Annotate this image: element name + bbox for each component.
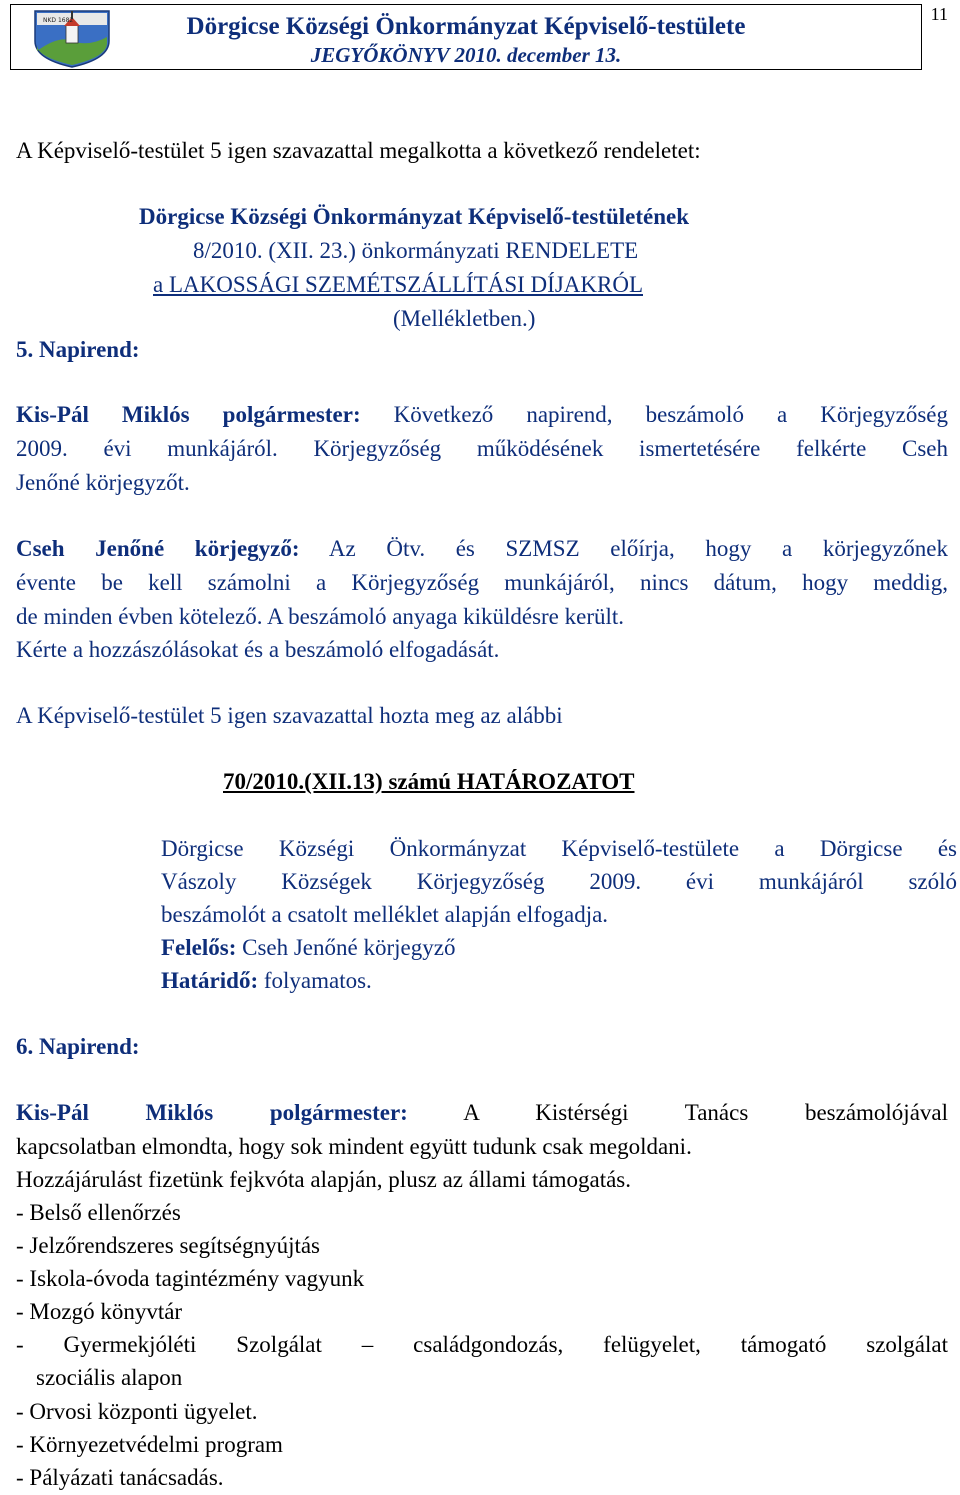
list-item: - Pályázati tanácsadás. (16, 1465, 224, 1490)
vote-text: A Képviselő-testület 5 igen szavazattal hozta meg az alábbi (16, 703, 563, 728)
agenda5-paragraph1-line2: 2009. évi munkájáról. Körjegyzőség működésének ismertetésére felkérte Cseh (16, 436, 948, 461)
resolution-line1: Dörgicse Községi Önkormányzat Képviselő-testülete a Dörgicse és (161, 836, 957, 861)
logo-text: NKD 1682 (43, 17, 74, 24)
header-subtitle: JEGYŐKÖNYV 2010. december 13. (310, 43, 622, 67)
header-title: Dörgicse Községi Önkormányzat Képviselő-testülete (186, 13, 746, 40)
page-number: 11 (930, 4, 948, 24)
list-item: - Belső ellenőrzés (16, 1200, 181, 1225)
agenda6-speaker: Kis-Pál Miklós polgármester: (16, 1100, 408, 1125)
agenda5-paragraph2-line3: de minden évben kötelező. A beszámoló anyaga kiküldésre került. (16, 604, 625, 629)
decree-line3: a LAKOSSÁGI SZEMÉTSZÁLLÍTÁSI DÍJAKRÓL (153, 272, 643, 297)
intro-text: A Képviselő-testület 5 igen szavazattal megalkotta a következő rendeletet: (16, 138, 701, 163)
speaker-notary: Cseh Jenőné körjegyző: (16, 536, 300, 561)
deadline-line (161, 964, 372, 998)
agenda5-heading: 5. Napirend: (16, 337, 140, 362)
list-item: - Iskola-óvoda tagintézmény vagyunk (16, 1266, 365, 1291)
agenda5-paragraph2-line2: évente be kell számolni a Körjegyzőség munkájáról, nincs dátum, hogy meddig, (16, 570, 948, 595)
agenda6-line1 (16, 1096, 948, 1130)
decree-line1: Dörgicse Községi Önkormányzat Képviselő-testületének (139, 204, 689, 229)
list-item: - Orvosi központi ügyelet. (16, 1399, 258, 1424)
agenda6-line3: Hozzájárulást fizetünk fejkvóta alapján, plusz az állami támogatás. (16, 1167, 631, 1192)
agenda6-heading: 6. Napirend: (16, 1034, 140, 1059)
list-item: - Jelzőrendszeres segítségnyújtás (16, 1233, 321, 1258)
list-item: - Környezetvédelmi program (16, 1432, 283, 1457)
list-item-continuation: szociális alapon (36, 1365, 183, 1390)
agenda5-paragraph1-line3: Jenőné körjegyzőt. (16, 470, 190, 495)
agenda5-paragraph1-line1 (16, 398, 948, 432)
p1-line1-text: Következő napirend, beszámoló a Körjegyzőség (393, 402, 948, 427)
deadline-label: Határidő: (161, 968, 259, 993)
list-item: - Gyermekjóléti Szolgálat – családgondozás, felügyelet, támogató szolgálat (16, 1332, 948, 1357)
speaker-mayor: Kis-Pál Miklós polgármester: (16, 402, 361, 427)
deadline-value: folyamatos. (263, 968, 372, 993)
decree-line4: (Mellékletben.) (393, 306, 536, 331)
agenda6-line2: kapcsolatban elmondta, hogy sok mindent együtt tudunk csak megoldani. (16, 1134, 692, 1159)
agenda5-paragraph2-line1 (16, 532, 948, 566)
responsible-line (161, 931, 455, 965)
page-header (10, 4, 922, 70)
decree-line2: 8/2010. (XII. 23.) önkormányzati RENDELETE (193, 238, 639, 263)
list-item: - Mozgó könyvtár (16, 1299, 183, 1324)
responsible-label: Felelős: (161, 935, 237, 960)
agenda6-line1-text: A Kistérségi Tanács beszámolójával (463, 1100, 948, 1125)
p2-line1-text: Az Ötv. és SZMSZ előírja, hogy a körjegyzőnek (328, 536, 949, 561)
resolution-line2: Vászoly Községek Körjegyzőség 2009. évi munkájáról szóló (161, 869, 957, 894)
responsible-value: Cseh Jenőné körjegyző (242, 935, 456, 960)
resolution-line3: beszámolót a csatolt melléklet alapján elfogadja. (161, 902, 609, 927)
resolution-title: 70/2010.(XII.13) számú HATÁROZATOT (223, 769, 635, 794)
agenda5-paragraph2-line4: Kérte a hozzászólásokat és a beszámoló elfogadását. (16, 637, 500, 662)
